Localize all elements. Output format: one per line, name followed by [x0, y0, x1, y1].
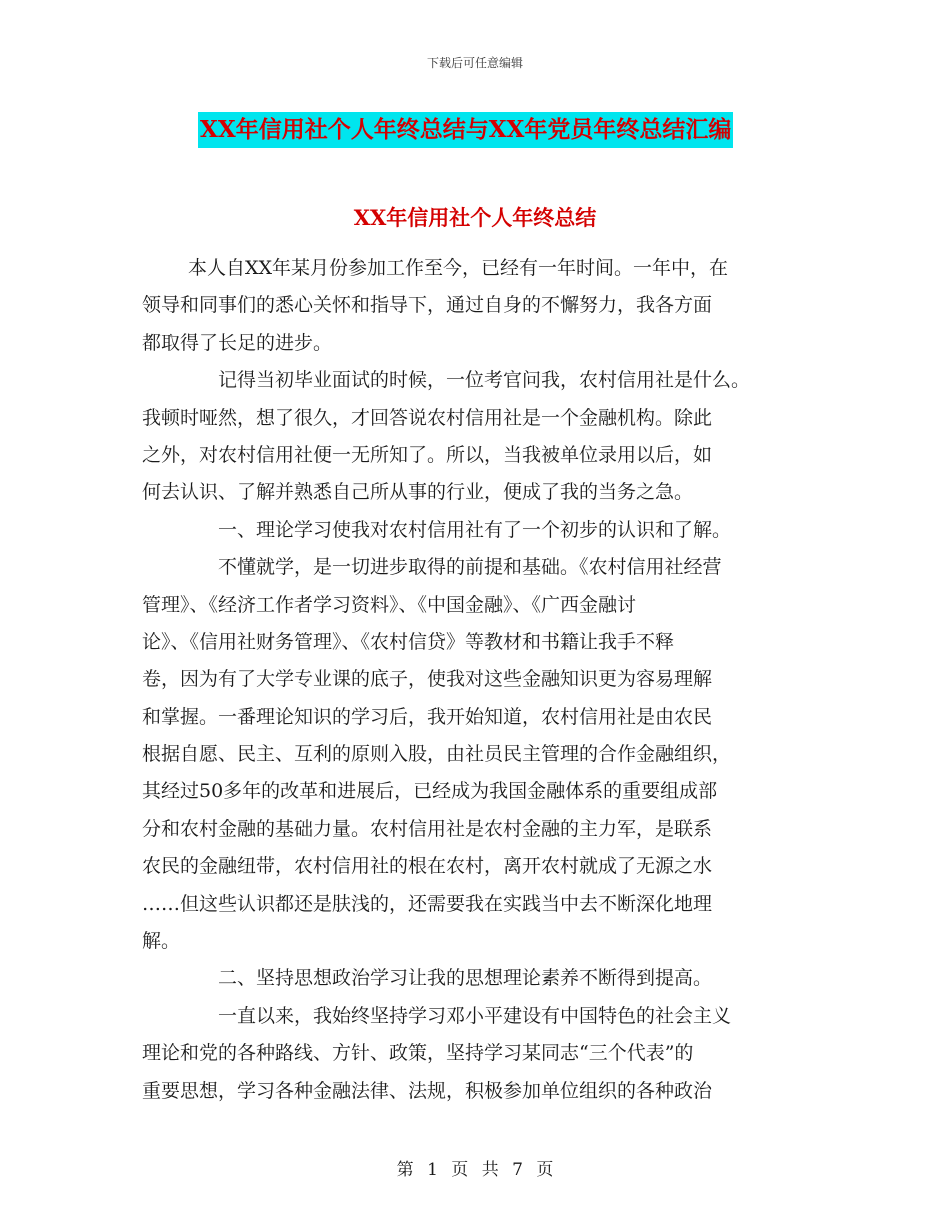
body-line: 之外，对农村信用社便一无所知了。所以，当我被单位录用以后，如	[142, 443, 713, 466]
body-line: 重要思想，学习各种金融法律、法规，积极参加单位组织的各种政治	[142, 1079, 713, 1102]
footer-word: 页	[536, 1160, 554, 1180]
body-line: 理论和党的各种路线、方针、政策，坚持学习某同志“三个代表”的	[142, 1042, 694, 1065]
body-line: 本人自XX年某月份参加工作至今，已经有一年时间。一年中，在	[188, 257, 729, 279]
body-line: 管理》、《经济工作者学习资料》、《中国金融》、《广西金融讨	[142, 593, 637, 616]
footer-word: 共	[481, 1160, 499, 1180]
body-line: 何去认识、了解并熟悉自己所从事的行业，便成了我的当务之急。	[142, 481, 694, 504]
header-note: 下载后可任意编辑	[426, 56, 523, 70]
body-line: 和掌握。一番理论知识的学习后，我开始知道，农村信用社是由农民	[142, 705, 713, 728]
body-line: 农民的金融纽带，农村信用社的根在农村，离开农村就成了无源之水	[142, 855, 713, 878]
body-line: 我顿时哑然，想了很久，才回答说农村信用社是一个金融机构。除此	[142, 406, 713, 429]
body-line: 分和农村金融的基础力量。农村信用社是农村金融的主力军，是联系	[142, 817, 713, 840]
section-heading: 一、理论学习使我对农村信用社有了一个初步的认识和了解。	[218, 518, 732, 541]
section-heading: 二、坚持思想政治学习让我的思想理论素养不断得到提高。	[218, 967, 713, 990]
document-main-title: XX年信用社个人年终总结与XX年党员年终总结汇编	[198, 112, 733, 148]
page-footer	[0, 1155, 950, 1180]
current-page-number: 1	[427, 1160, 438, 1180]
body-line: 记得当初毕业面试的时候，一位考官问我，农村信用社是什么。	[218, 369, 751, 392]
total-page-count: 7	[512, 1160, 523, 1180]
body-line: 论》、《信用社财务管理》、《农村信贷》等教材和书籍让我手不释	[142, 630, 675, 653]
body-line: 解。	[142, 930, 181, 953]
footer-word: 第	[396, 1160, 414, 1180]
footer-word: 页	[451, 1160, 469, 1180]
body-line: ……但这些认识都还是肤浅的，还需要我在实践当中去不断深化地理	[142, 892, 713, 915]
body-line: 都取得了长足的进步。	[142, 331, 333, 354]
body-line: 领导和同事们的悉心关怀和指导下，通过自身的不懈努力，我各方面	[142, 294, 713, 317]
body-line: 卷，因为有了大学专业课的底子，使我对这些金融知识更为容易理解	[142, 668, 713, 691]
section-title: XX年信用社个人年终总结	[353, 205, 597, 230]
body-line: 不懂就学，是一切进步取得的前提和基础。《农村信用社经营	[218, 556, 722, 579]
body-line: 其经过50多年的改革和进展后，已经成为我国金融体系的重要组成部	[142, 780, 718, 803]
document-body	[142, 250, 822, 1110]
body-line: 根据自愿、民主、互利的原则入股，由社员民主管理的合作金融组织，	[142, 743, 732, 766]
body-line: 一直以来，我始终坚持学习邓小平建设有中国特色的社会主义	[218, 1004, 732, 1027]
